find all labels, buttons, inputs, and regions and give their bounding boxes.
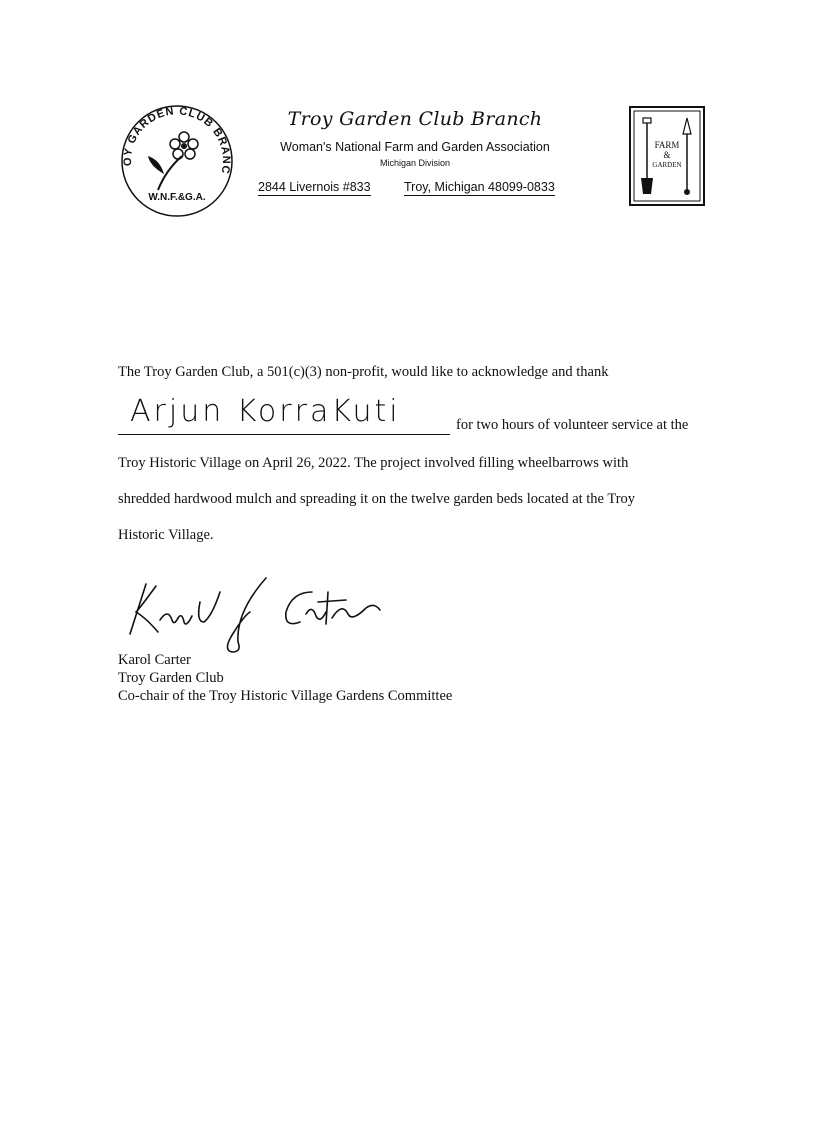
spade-icon bbox=[641, 118, 653, 194]
emblem-line3: GARDEN bbox=[652, 161, 682, 169]
farm-garden-emblem bbox=[629, 106, 705, 206]
trowel-icon bbox=[683, 118, 691, 195]
signer-club: Troy Garden Club bbox=[118, 670, 224, 686]
volunteer-name: Arjun KorraKuti bbox=[130, 394, 401, 429]
address-street: 2844 Livernois #833 bbox=[258, 180, 371, 194]
letter-line-2: for two hours of volunteer service at the bbox=[456, 417, 689, 433]
emblem-line1: FARM bbox=[654, 140, 680, 150]
club-seal bbox=[116, 100, 238, 222]
club-title: Troy Garden Club Branch bbox=[287, 108, 543, 130]
letter-line-4: shredded hardwood mulch and spreading it on the twelve garden beds located at the Troy bbox=[118, 491, 636, 507]
address-city: Troy, Michigan 48099-0833 bbox=[404, 180, 555, 194]
seal-arc-text: OY GARDEN CLUB BRANC bbox=[121, 105, 233, 176]
letter-line-3: Troy Historic Village on April 26, 2022. The project involved filling wheelbarrows with bbox=[118, 455, 629, 471]
seal-bottom-text: W.N.F.&G.A. bbox=[148, 192, 206, 203]
association-name: Woman's National Farm and Garden Association bbox=[280, 140, 550, 154]
signer-name: Karol Carter bbox=[118, 652, 191, 668]
signer-role: Co-chair of the Troy Historic Village Gardens Committee bbox=[118, 688, 453, 704]
letter-line-1: The Troy Garden Club, a 501(c)(3) non-profit, would like to acknowledge and thank bbox=[118, 364, 609, 380]
handwritten-signature bbox=[116, 572, 396, 662]
emblem-line2: & bbox=[663, 150, 671, 160]
flower-icon bbox=[170, 132, 198, 159]
division-name: Michigan Division bbox=[379, 158, 451, 168]
letter-line-5: Historic Village. bbox=[118, 527, 214, 543]
